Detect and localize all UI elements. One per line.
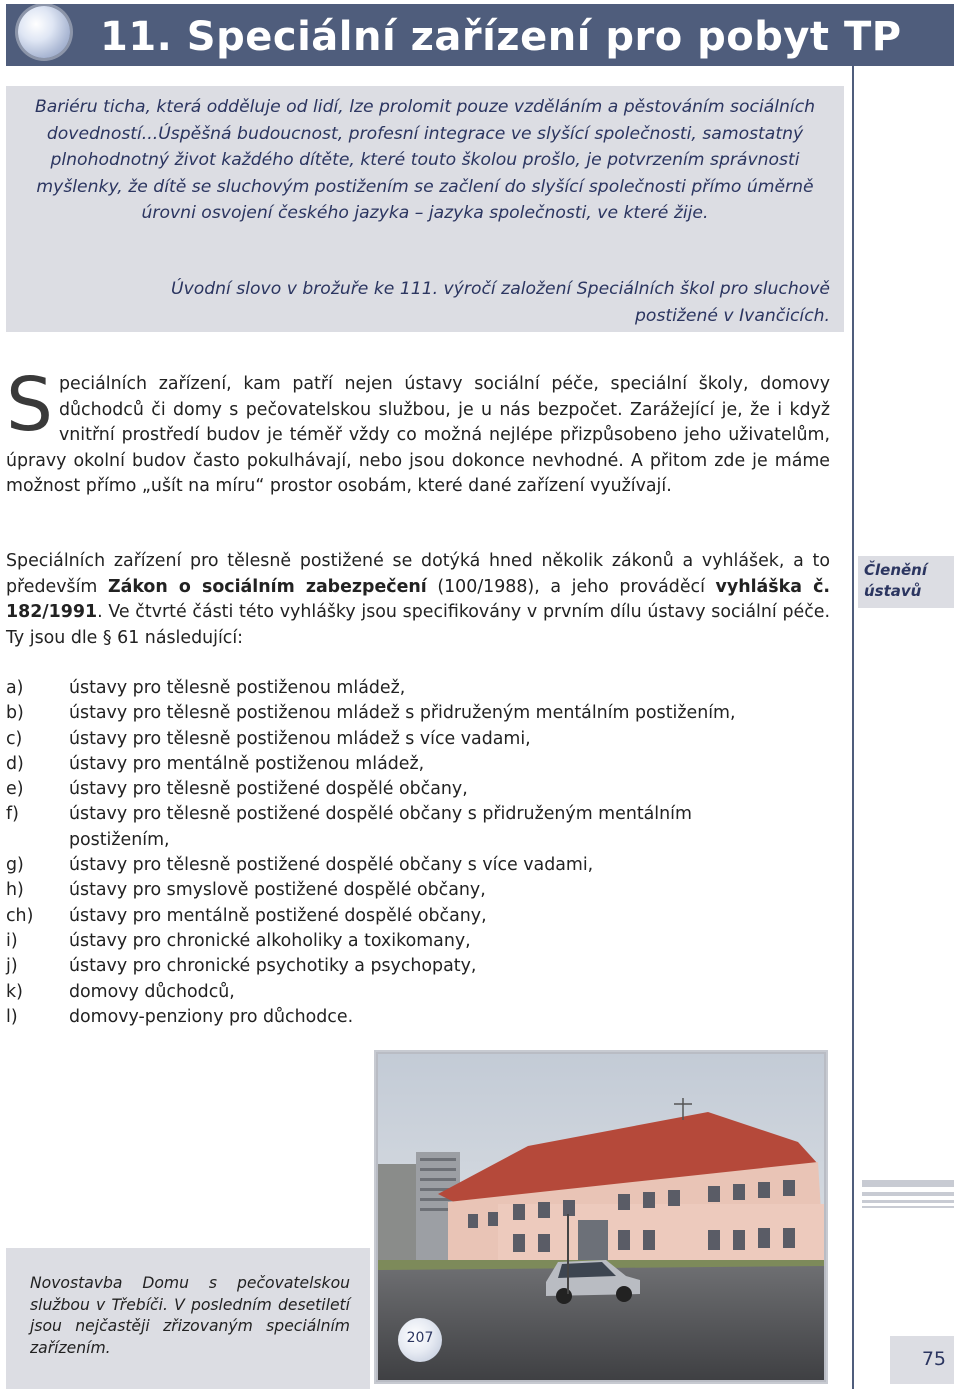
decor-stripe xyxy=(862,1200,954,1203)
list-item-text: ústavy pro tělesně postiženou mládež, xyxy=(69,678,406,698)
list-item xyxy=(6,878,836,903)
decor-stripe xyxy=(862,1192,954,1196)
quote-source xyxy=(20,276,830,329)
right-margin-rule xyxy=(852,66,854,1389)
page-title: 11. Speciální zařízení pro pobyt TP xyxy=(100,14,902,60)
list-item-text: ústavy pro tělesně postiženou mládež s přidruženým mentálním postižením, xyxy=(69,703,736,724)
list-item-label: e) xyxy=(6,779,24,800)
list-item-text: ústavy pro tělesně postižené dospělé občany, xyxy=(69,779,468,800)
decor-stripe xyxy=(862,1180,954,1187)
list-item-label: c) xyxy=(6,728,23,749)
law-paragraph xyxy=(6,549,830,651)
list-item xyxy=(6,752,836,777)
quote-text: Bariéru ticha, která odděluje od lidí, lze prolomit pouze vzděláním a pěstováním sociálních dovedností...Úspěšná budoucnost, profesní integrace ve slyšící společnosti, samostatný plnohodnotný život každého dítěte, které touto školou prošlo, je potvrzením správnosti myšlenky, že dítě se sluchovým postižením se začlení do slyšící společnosti přímo úměrně úrovni osvojení českého jazyka – jazyka společnosti, ve které žije. xyxy=(34,97,816,223)
list-item xyxy=(6,954,836,979)
side-note-line2: ústavů xyxy=(864,582,922,600)
drop-cap: S xyxy=(6,362,53,448)
list-item-text: ústavy pro mentálně postižené dospělé občany, xyxy=(69,905,487,926)
page-number: 75 xyxy=(921,1348,946,1370)
law-text-1: Speciálních zařízení pro tělesně postižené se dotýká hned několik zákonů a vyhlášek, a to především xyxy=(6,551,830,597)
list-item-label: l) xyxy=(6,1006,18,1027)
building-photo xyxy=(378,1054,824,1380)
list-item xyxy=(6,802,746,853)
intro-paragraph xyxy=(6,362,830,500)
quote-source-line1: Úvodní slovo v brožuře ke 111. výročí založení Speciálních škol pro sluchově xyxy=(170,279,830,299)
list-item-text: ústavy pro mentálně postiženou mládež, xyxy=(69,753,425,774)
list-item xyxy=(6,980,836,1005)
list-item-label: j) xyxy=(6,956,18,977)
list-item-label: a) xyxy=(6,678,24,698)
decree-name: vyhláška č. 182/1991 xyxy=(6,576,830,622)
law-name: Zákon o sociálním zabezpečení xyxy=(107,576,427,597)
list-item xyxy=(6,701,836,726)
quote-source-line2: postižené v Ivančicích. xyxy=(635,305,830,326)
list-item-text: ústavy pro tělesně postiženou mládež s více vadami, xyxy=(69,728,531,749)
side-note xyxy=(864,560,954,602)
institution-list xyxy=(6,676,836,1030)
list-item-label: k) xyxy=(6,981,23,1002)
photo-caption: Novostavba Domu s pečovatelskou službou v Třebíči. V posledním desetiletí jsou nejčastěji zřizovaným speciálním zařízením. xyxy=(30,1274,350,1357)
list-item-label: f) xyxy=(6,804,19,825)
list-item xyxy=(6,777,836,802)
disc-logo-icon xyxy=(18,6,70,58)
list-item-text: domovy-penziony pro důchodce. xyxy=(69,1006,354,1027)
law-text-2: (100/1988), a jeho prováděcí xyxy=(426,576,716,597)
list-item-label: h) xyxy=(6,880,24,901)
list-item-label: ch) xyxy=(6,905,34,926)
list-item xyxy=(6,727,836,752)
list-item xyxy=(6,1005,836,1030)
list-item-text: domovy důchodců, xyxy=(69,981,235,1002)
list-item-text: ústavy pro tělesně postižené dospělé občany s více vadami, xyxy=(69,855,594,876)
law-text-3: . Ve čtvrté části této vyhlášky jsou specifikovány v prvním dílu ústavy sociální péče. Ty jsou dle § 61 následující: xyxy=(6,602,830,648)
list-item-label: d) xyxy=(6,753,24,774)
list-item xyxy=(6,853,836,878)
list-item-text: ústavy pro tělesně postižené dospělé občany s přidruženým mentálním postižením, xyxy=(69,804,692,850)
intro-paragraph-text: peciálních zařízení, kam patří nejen ústavy sociální péče, speciální školy, domovy důchodců či domy s pečovatelskou službou, je u nás bezpočet. Zarážející je, že i když vnitřní prostředí budov je téměř vždy co možná nejlépe přizpůsobeno jeho uživatelům, úpravy okolní budov často pokulhávají, nebo jsou dokonce nevhodné. A přitom zde je máme možnost přímo „ušít na míru“ prostor osobám, které dané zařízení využívají. xyxy=(6,374,830,496)
list-item-label: i) xyxy=(6,930,18,951)
list-item xyxy=(6,929,836,954)
list-item xyxy=(6,676,836,701)
decor-stripe xyxy=(862,1206,954,1208)
list-item xyxy=(6,904,836,929)
list-item-text: ústavy pro smyslově postižené dospělé občany, xyxy=(69,880,486,901)
side-note-line1: Členění xyxy=(864,561,927,579)
list-item-text: ústavy pro chronické psychotiky a psychopaty, xyxy=(69,956,477,977)
image-number-badge: 207 xyxy=(398,1318,442,1362)
list-item-label: g) xyxy=(6,855,24,876)
list-item-label: b) xyxy=(6,703,24,724)
list-item-text: ústavy pro chronické alkoholiky a toxikomany, xyxy=(69,930,471,951)
